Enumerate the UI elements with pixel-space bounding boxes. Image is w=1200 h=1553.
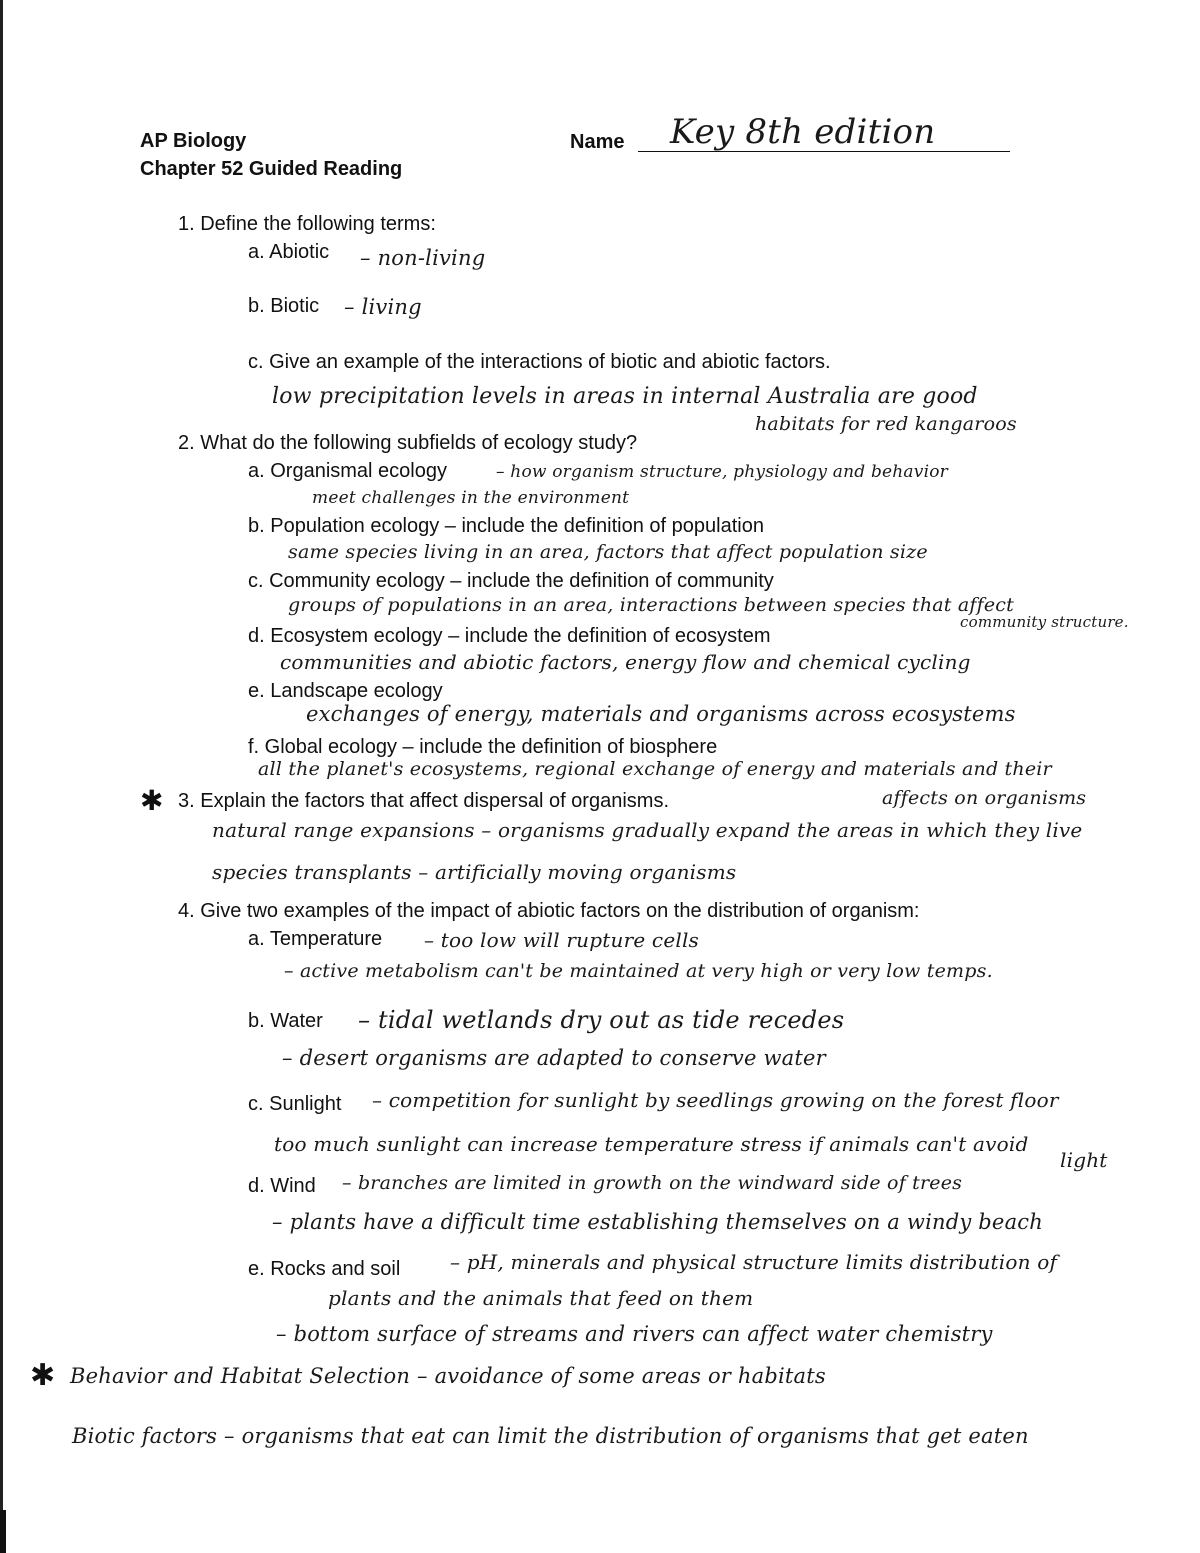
q4-c-answer-3: light — [1060, 1148, 1108, 1172]
q4-c-label: c. Sunlight — [248, 1093, 342, 1115]
q4-d-answer-1: – branches are limited in growth on the windward side of trees — [342, 1172, 963, 1194]
q2-d-label: d. Ecosystem ecology – include the definition of ecosystem — [248, 625, 771, 647]
q2-e-label: e. Landscape ecology — [248, 680, 443, 702]
q4-prompt: 4. Give two examples of the impact of abiotic factors on the distribution of organism: — [178, 900, 920, 922]
q3-star-mark: ✱ — [140, 784, 164, 817]
q2-a-answer-2: meet challenges in the environment — [312, 488, 630, 508]
q4-c-answer-2: too much sunlight can increase temperature stress if animals can't avoid — [274, 1132, 1029, 1156]
q1-prompt: 1. Define the following terms: — [178, 213, 436, 235]
name-label: Name — [570, 131, 625, 153]
q1-c-answer-1: low precipitation levels in areas in internal Australia are good — [272, 384, 978, 409]
q2-a-label: a. Organismal ecology — [248, 460, 447, 482]
name-answer: Key 8th edition — [670, 112, 936, 152]
chapter-title: Chapter 52 Guided Reading — [140, 158, 403, 180]
q3-answer-2: species transplants – artificially moving organisms — [212, 860, 737, 884]
q1-c-answer-2: habitats for red kangaroos — [755, 413, 1017, 435]
q1-a-label: a. Abiotic — [248, 241, 330, 263]
biotic-factors-note: Biotic factors – organisms that eat can limit the distribution of organisms that get eaten — [72, 1424, 1029, 1448]
q2-b-label: b. Population ecology – include the definition of population — [248, 515, 764, 537]
q2-c-answer-1: groups of populations in an area, interactions between species that affect — [288, 594, 1014, 616]
q4-d-answer-2: – plants have a difficult time establishing themselves on a windy beach — [272, 1210, 1043, 1234]
q2-d-answer: communities and abiotic factors, energy flow and chemical cycling — [280, 650, 971, 674]
course-title: AP Biology — [140, 130, 247, 152]
q1-b-label: b. Biotic — [248, 295, 320, 317]
q3-prompt: 3. Explain the factors that affect dispersal of organisms. — [178, 790, 669, 812]
q2-prompt: 2. What do the following subfields of ecology study? — [178, 432, 638, 454]
q1-a-answer: – non-living — [360, 246, 486, 270]
q4-e-label: e. Rocks and soil — [248, 1258, 401, 1280]
q4-b-answer-1: – tidal wetlands dry out as tide recedes — [358, 1006, 845, 1034]
scan-left-edge — [0, 0, 3, 1553]
q4-a-answer-1: – too low will rupture cells — [424, 928, 700, 952]
q1-c-label: c. Give an example of the interactions of biotic and abiotic factors. — [248, 351, 831, 373]
q2-c-answer-2: community structure. — [960, 613, 1129, 631]
q2-e-answer: exchanges of energy, materials and organisms across ecosystems — [306, 702, 1016, 726]
q4-b-answer-2: – desert organisms are adapted to conserve water — [282, 1046, 826, 1070]
extra-star-mark: ✱ — [30, 1358, 56, 1393]
q4-c-answer-1: – competition for sunlight by seedlings growing on the forest floor — [372, 1088, 1059, 1112]
q4-a-answer-2: – active metabolism can't be maintained at very high or very low temps. — [284, 960, 993, 982]
q2-f-label: f. Global ecology – include the definition of biosphere — [248, 736, 718, 758]
q3-answer-1: natural range expansions – organisms gradually expand the areas in which they live — [212, 818, 1083, 842]
q4-b-label: b. Water — [248, 1010, 323, 1032]
q2-f-answer-1: all the planet's ecosystems, regional exchange of energy and materials and their — [258, 758, 1052, 780]
behavior-habitat-note: Behavior and Habitat Selection – avoidance of some areas or habitats — [70, 1364, 826, 1388]
q2-a-answer-1: – how organism structure, physiology and behavior — [496, 462, 948, 482]
q4-e-answer-3: – bottom surface of streams and rivers can affect water chemistry — [276, 1322, 993, 1346]
q2-f-answer-2: affects on organisms — [882, 787, 1087, 809]
q1-b-answer: – living — [344, 295, 422, 319]
q4-e-answer-1: – pH, minerals and physical structure limits distribution of — [450, 1250, 1058, 1274]
scan-corner-mark — [0, 1510, 6, 1553]
q2-b-answer: same species living in an area, factors that affect population size — [288, 541, 928, 563]
q4-a-label: a. Temperature — [248, 928, 383, 950]
q2-c-label: c. Community ecology – include the definition of community — [248, 570, 774, 592]
q4-e-answer-2: plants and the animals that feed on them — [328, 1286, 754, 1310]
q4-d-label: d. Wind — [248, 1175, 316, 1197]
